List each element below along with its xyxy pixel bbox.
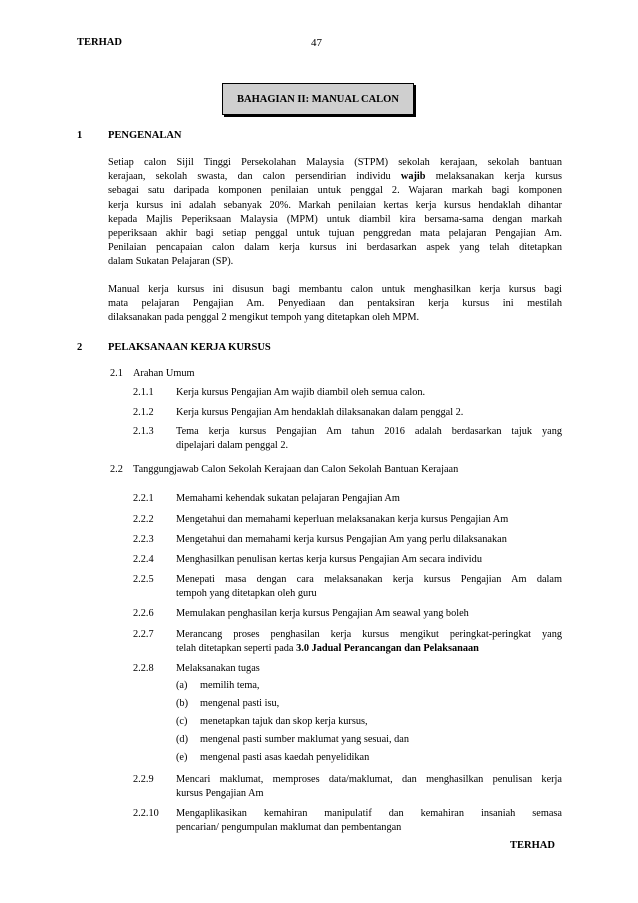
item-text: Kerja kursus Pengajian Am wajib diambil oleh semua calon. <box>176 387 426 398</box>
item-text: Menepati masa dengan cara melaksanakan kerja kursus Pengajian Am dalam tempoh yang ditetapkan oleh guru <box>176 574 562 600</box>
item-text: Menghasilkan penulisan kertas kerja kursus Pengajian Am secara individu <box>176 554 482 565</box>
task-label: (c) <box>176 716 188 727</box>
item-text: Memulakan penghasilan kerja kursus Pengajian Am seawal yang boleh <box>176 608 469 619</box>
item-text: Memahami kehendak sukatan pelajaran Pengajian Am <box>176 493 400 504</box>
task-text: menetapkan tajuk dan skop kerja kursus, <box>200 716 368 727</box>
paragraph-line: sebagai satu daripada komponen penilaian untuk penggal 2. Wajaran markah bagi komponen <box>108 185 562 197</box>
paragraph-line: kepada Majlis Peperiksaan Malaysia (MPM) untuk diambil kira bersama-sama dengan markah <box>108 213 562 225</box>
subsection-2-2-title: Tanggungjawab Calon Sekolah Kerajaan dan Calon Sekolah Bantuan Kerajaan <box>133 464 459 475</box>
item-number: 2.2.6 <box>133 608 154 619</box>
subsection-2-1-title: Arahan Umum <box>133 368 195 379</box>
item-number: 2.1.2 <box>133 407 154 418</box>
item-text: Mengetahui dan memahami kerja kursus Pengajian Am yang perlu dilaksanakan <box>176 534 507 545</box>
item-text: Mengaplikasikan kemahiran manipulatif dan kemahiran insaniah semasa pencarian/ pengumpulan maklumat dan pembentangan <box>176 808 562 834</box>
item-text: Merancang proses penghasilan kerja kursus mengikut peringkat-peringkat yang telah ditetapkan seperti pada 3.0 Jadual Perancangan dan Pelaksanaan <box>176 629 562 655</box>
item-number: 2.2.4 <box>133 554 154 565</box>
task-label: (b) <box>176 698 189 709</box>
item-text: Tema kerja kursus Pengajian Am tahun 2016 adalah berdasarkan tajuk yang dipelajari dalam penggal 2. <box>176 426 562 452</box>
item-text: Melaksanakan tugas <box>176 663 260 674</box>
task-text: mengenal pasti sumber maklumat yang sesuai, dan <box>200 734 410 745</box>
item-text: Mengetahui dan memahami keperluan melaksanakan kerja kursus Pengajian Am <box>176 514 509 525</box>
subsection-2-2-number: 2.2 <box>110 464 123 475</box>
task-text: mengenal pasti isu, <box>200 698 280 709</box>
header-classification: TERHAD <box>77 37 122 48</box>
task-label: (e) <box>176 752 188 763</box>
item-number: 2.2.3 <box>133 534 154 545</box>
paragraph-line: Setiap calon Sijil Tinggi Persekolahan Malaysia (STPM) sekolah kerajaan, sekolah bantuan <box>108 157 562 168</box>
paragraph-line: dalam Sukatan Pelajaran (SP). <box>108 256 234 268</box>
paragraph-line: kerajaan, sekolah swasta, dan calon persendirian individu wajib melaksanakan kerja kursus <box>108 171 562 183</box>
item-number: 2.2.9 <box>133 774 154 785</box>
paragraph-line: Manual kerja kursus ini disusun bagi membantu calon untuk menghasilkan kerja kursus bagi <box>108 284 562 295</box>
paragraph-line: Penilaian pencapaian calon dalam kerja kursus ini berdasarkan aspek yang telah ditetapkan <box>108 242 562 254</box>
item-number: 2.2.1 <box>133 493 154 504</box>
section-title: BAHAGIAN II: MANUAL CALON <box>237 93 399 105</box>
task-label: (d) <box>176 734 189 745</box>
section-2-title: PELAKSANAAN KERJA KURSUS <box>108 342 271 353</box>
section-1-title: PENGENALAN <box>108 130 182 141</box>
paragraph-line: dilaksanakan pada penggal 2 mengikut tempoh yang ditetapkan oleh MPM. <box>108 312 420 324</box>
emphasis-wajib: wajib <box>400 171 426 183</box>
section-title-box <box>222 83 414 115</box>
item-number: 2.2.8 <box>133 663 154 674</box>
paragraph-line: peperiksaan akhir bagi setiap penggal untuk tujuan penggredan mata pelajaran Pengajian Am. <box>108 227 562 239</box>
task-text: memilih tema, <box>200 680 260 691</box>
item-text: Mencari maklumat, memproses data/maklumat, dan menghasilkan penulisan kerja kursus Pengajian Am <box>176 774 562 800</box>
schedule-reference: 3.0 Jadual Perancangan dan Pelaksanaan <box>296 643 479 655</box>
task-label: (a) <box>176 680 188 691</box>
intro-paragraph-1 <box>108 156 562 270</box>
item-text: Kerja kursus Pengajian Am hendaklah dilaksanakan dalam penggal 2. <box>176 407 464 418</box>
task-text: mengenal pasti asas kaedah penyelidikan <box>200 752 370 763</box>
item-number: 2.2.5 <box>133 574 154 585</box>
section-2-number: 2 <box>77 342 83 353</box>
subsection-2-1-number: 2.1 <box>110 368 123 379</box>
paragraph-line: mata pelajaran Pengajian Am. Penyediaan dan pentaksiran kerja kursus ini mestilah <box>108 298 562 310</box>
item-number: 2.2.7 <box>133 629 154 640</box>
section-1-number: 1 <box>77 130 83 141</box>
intro-paragraph-2 <box>108 283 562 326</box>
item-number: 2.2.2 <box>133 514 154 525</box>
item-number: 2.1.3 <box>133 426 154 437</box>
footer-classification: TERHAD <box>510 840 555 851</box>
page-number: 47 <box>311 37 322 49</box>
paragraph-line: kerja kursus ini adalah sebanyak 20%. Markah penilaian kertas kerja kursus hendaklah dihantar <box>108 199 562 211</box>
item-number: 2.2.10 <box>133 808 159 819</box>
item-number: 2.1.1 <box>133 387 154 398</box>
